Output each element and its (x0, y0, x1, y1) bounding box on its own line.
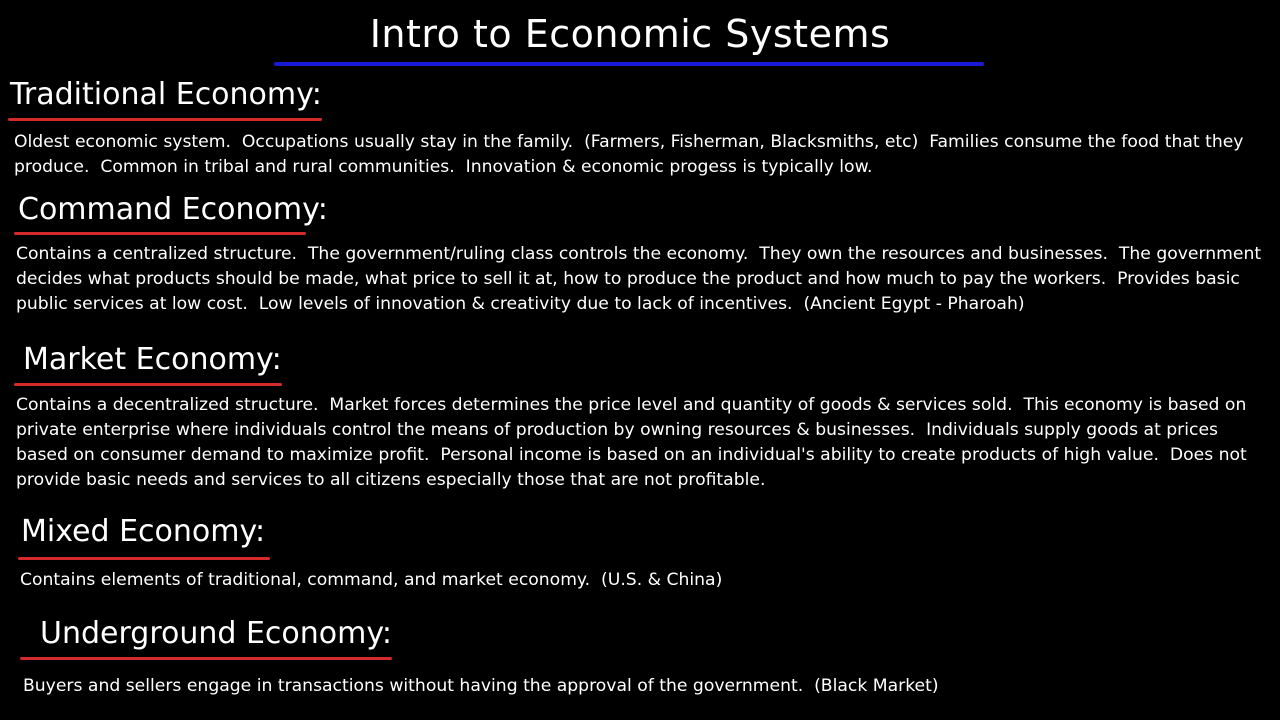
text-traditional-economy: Oldest economic system. Occupations usually stay in the family. (Farmers, Fisherman, Blacksmiths, etc) Families consume the food that they produce. Common in tribal and rural communities. Innovation & economic progess is typically low. (14, 132, 1249, 177)
heading-underground-economy: Underground Economy: (40, 616, 393, 651)
heading-traditional-economy: Traditional Economy: (10, 77, 322, 112)
heading-underline (8, 118, 322, 121)
heading-underline (18, 557, 270, 560)
text-market-economy: Contains a decentralized structure. Market forces determines the price level and quantity of goods & services sold. This economy is based on private enterprise where individuals control the means of production by owning resources & businesses. Individuals supply goods at prices based on consumer demand to maximize profit. Personal income is based on an individual's ability to create products of high value. Does not provide basic needs and services to all citizens especially those that are not profitable. (16, 395, 1253, 490)
page-title: Intro to Economic Systems (369, 12, 891, 56)
text-command-economy: Contains a centralized structure. The government/ruling class controls the economy. They own the resources and businesses. The government decides what products should be made, what price to sell it at, how to produce the product and how much to pay the workers. Provides basic public services at low cost. Low levels of innovation & creativity due to lack of incentives. (Ancient Egypt - Pharoah) (16, 244, 1267, 314)
heading-underline (14, 232, 306, 235)
heading-mixed-economy: Mixed Economy: (21, 514, 266, 549)
heading-underline (20, 657, 392, 660)
text-mixed-economy: Contains elements of traditional, command, and market economy. (U.S. & China) (20, 570, 723, 590)
heading-underline (14, 383, 282, 386)
heading-command-economy: Command Economy: (18, 192, 328, 227)
text-underground-economy: Buyers and sellers engage in transactions without having the approval of the government. (Black Market) (23, 676, 939, 696)
title-underline (274, 62, 984, 66)
heading-market-economy: Market Economy: (23, 342, 282, 377)
